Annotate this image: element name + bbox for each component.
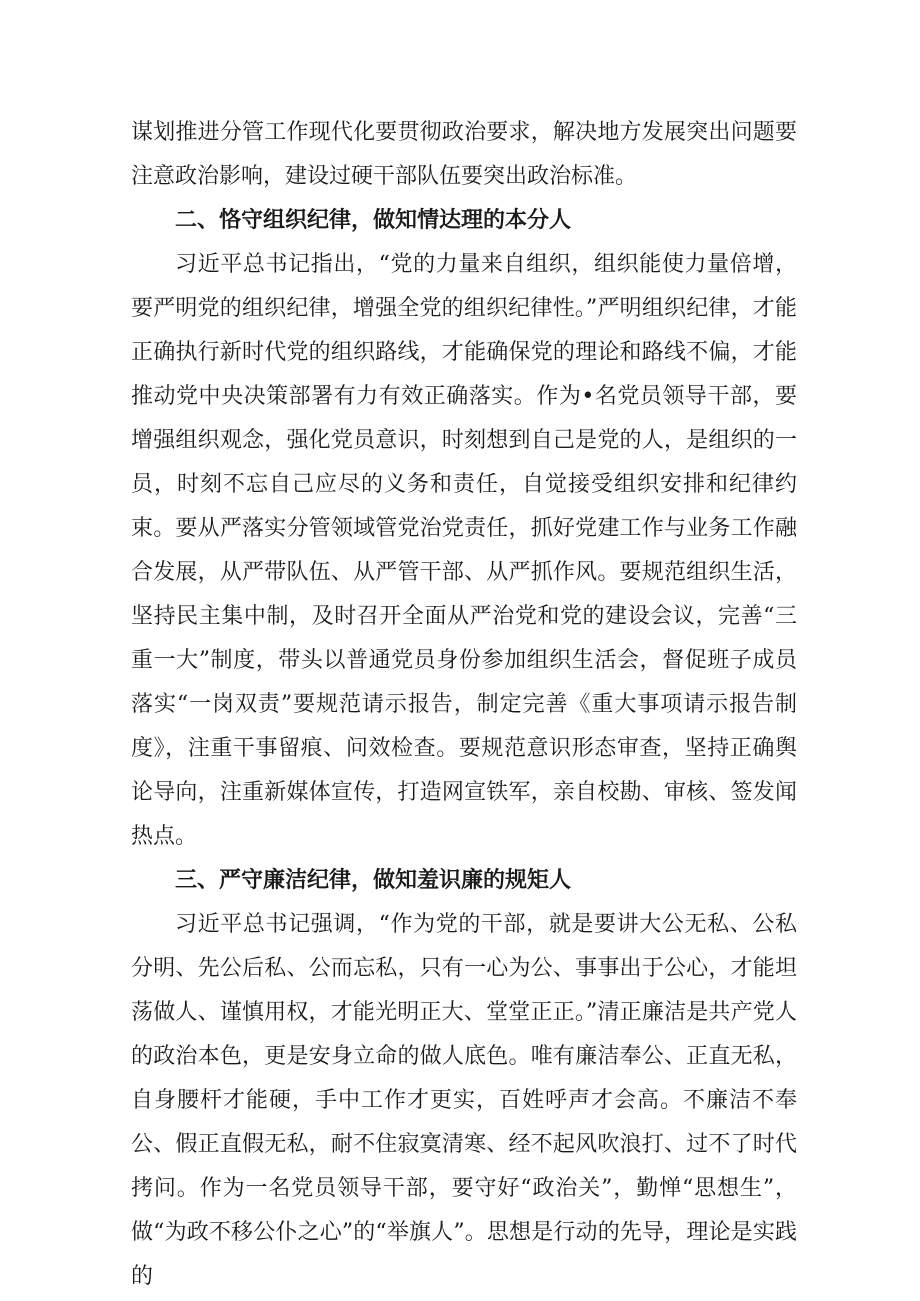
paragraph-organization-discipline: 习近平总书记指出，“党的力量来自组织，组织能使力量倍增，要严明党的组织纪律，增强全党的组织纪律性。”严明组织纪律，才能正确执行新时代党的组织路线，才能确保党的理论和路线不偏，才能推动党中央决策部署有力有效正确落实。作为•名党员领导干部，要增强组织观念，强化党员意识，时刻想到自己是党的人，是组织的一员，时刻不忘自己应尽的义务和责任，自觉接受组织安排和纪律约束。要从严落实分管领域管党治党责任，抓好党建工作与业务工作融合发展，从严带队伍、从严管干部、从严抓作风。要规范组织生活，坚持民主集中制，及时召开全面从严治党和党的建设会议，完善“三重一大”制度，带头以普通党员身份参加组织生活会，督促班子成员落实“一岗双责”要规范请示报告，制定完善《重大事项请示报告制度》，注重干事留痕、问效检查。要规范意识形态审查，坚持正确舆论导向，注重新媒体宣传，打造网宣铁军，亲自校勘、审核、签发闻热点。 xyxy=(131,252,797,849)
paragraph-continued: 谋划推进分管工作现代化要贯彻政治要求，解决地方发展突出问题要注意政治影响，建设过硬干部队伍要突出政治标准。 xyxy=(131,120,797,189)
paragraph-integrity-discipline: 习近平总书记强调，“作为党的干部，就是要讲大公无私、公私分明、先公后私、公而忘私，只有一心为公、事事出于公心，才能坦荡做人、谨慎用权，才能光明正大、堂堂正正。”清正廉洁是共产党人的政治本色，更是安身立命的做人底色。唯有廉洁奉公、正直无私，自身腰杆才能硬，手中工作才更实，百姓呼声才会高。不廉洁不奉公、假正直假无私，耐不住寂寞清寒、经不起风吹浪打、过不了时代拷问。作为一名党员领导干部，要守好“政治关”，勤惮“思想生”，做“为政不移公仆之心”的“举旗人”。思想是行动的先导，理论是实践的 xyxy=(131,912,797,1289)
section-heading-2: 二、恪守组织纪律，做知情达理的本分人 xyxy=(175,208,572,233)
section-heading-3: 三、严守廉洁纪律，做知羞识廉的规矩人 xyxy=(175,868,572,893)
document-body xyxy=(131,111,797,1299)
